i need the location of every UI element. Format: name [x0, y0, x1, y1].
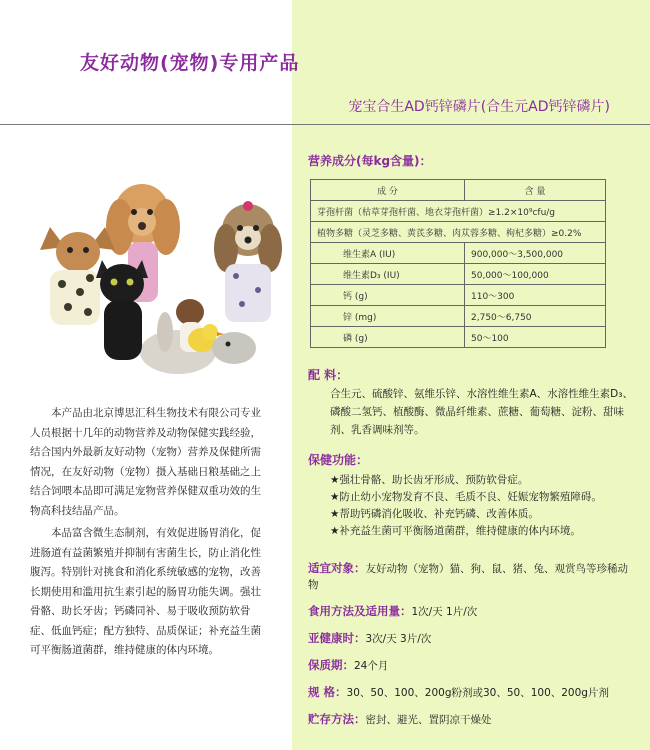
product-title: 宠宝合生AD钙锌磷片(合生元AD钙锌磷片) [348, 99, 610, 115]
table-cell: 芽孢杆菌（枯草芽孢杆菌、地衣芽孢杆菌）≥1.2×10⁹cfu/g [311, 201, 606, 222]
info-value: 1次/天 1片/次 [411, 606, 478, 618]
info-value: 密封、避光、置阴凉干燥处 [365, 714, 492, 726]
table-cell: 900,000～3,500,000 [465, 243, 606, 264]
info-label: 食用方法及适用量： [308, 604, 412, 618]
table-row [311, 306, 606, 327]
info-target [308, 560, 638, 593]
info-label: 规 格： [308, 685, 347, 699]
product-details [308, 152, 638, 728]
table-cell: 植物多糖（灵芝多糖、黄芪多糖、肉苁蓉多糖、枸杞多糖）≥0.2% [311, 222, 606, 243]
list-item: ★强壮骨骼、助长齿牙形成、预防软骨症。 [330, 474, 529, 486]
table-row [311, 222, 606, 243]
info-value: 30、50、100、200g粉剂或30、50、100、200g片剂 [346, 687, 609, 699]
table-header-row [311, 180, 606, 201]
info-label: 亚健康时： [308, 631, 366, 645]
table-cell: 维生素D₃ (IU) [311, 264, 465, 285]
info-value: 友好动物（宠物）猫、狗、鼠、猪、兔、观赏鸟等珍稀动物 [308, 563, 628, 591]
header-divider [0, 124, 650, 125]
list-item: ★帮助钙磷消化吸收、补充钙磷、改善体质。 [330, 508, 539, 520]
table-row [311, 264, 606, 285]
description-paragraph-1: 本产品由北京博思汇科生物技术有限公司专业人员根据十几年的动物营养及动物保健实践经验，结合国内外最新友好动物（宠物）营养及保健所需情况，在友好动物（宠物）摄入基础日粮基础之上结合饲喂本品即可满足宠物营养保健双重功效的生物高科技结晶产品。 [30, 407, 261, 517]
info-label: 贮存方法： [308, 712, 366, 726]
info-specification [308, 684, 638, 701]
info-label: 适宜对象： [308, 561, 366, 575]
nutrition-title: 营养成分(每kg含量)： [308, 154, 432, 168]
table-cell: 50,000～100,000 [465, 264, 606, 285]
product-description [30, 404, 262, 664]
table-cell: 磷 (g) [311, 327, 465, 348]
table-cell: 钙 (g) [311, 285, 465, 306]
header-ingredient: 成 分 [311, 180, 465, 201]
table-cell: 110～300 [465, 285, 606, 306]
table-row [311, 285, 606, 306]
function-list [308, 472, 638, 540]
table-row [311, 327, 606, 348]
left-title: 友好动物(宠物)专用产品 [80, 52, 300, 74]
table-cell: 维生素A (IU) [311, 243, 465, 264]
description-paragraph-2: 本品富含微生态制剂，有效促进肠胃消化，促进肠道有益菌繁殖并抑制有害菌生长，防止消化性腹泻。特别针对挑食和消化系统敏感的宠物，改善长期使用和滥用抗生素引起的肠胃功能失调。强壮骨骼、助长牙齿；钙磷同补、易于吸收预防软骨症、低血钙症；配方独特、品质保证；补充益生菌可平衡肠道菌群，维持健康的体内环境。 [30, 527, 261, 656]
info-value: 24个月 [354, 660, 389, 672]
table-cell: 50～100 [465, 327, 606, 348]
nutrition-table [310, 179, 606, 348]
ingredients-title: 配 料： [308, 368, 349, 382]
function-title: 保健功能： [308, 453, 369, 467]
info-storage [308, 711, 638, 728]
pets-illustration [20, 172, 290, 377]
info-label: 保质期： [308, 658, 354, 672]
table-row [311, 243, 606, 264]
list-item: ★补充益生菌可平衡肠道菌群，维持健康的体内环境。 [330, 525, 581, 537]
ingredients-text: 合生元、硫酸锌、氨维乐锌、水溶性维生素A、水溶性维生素D₃、磷酸二氢钙、植酸酶、微晶纤维素、蔗糖、葡萄糖、淀粉、甜味剂、乳香调味剂等。 [330, 388, 633, 436]
info-usage [308, 603, 638, 620]
table-cell: 2,750～6,750 [465, 306, 606, 327]
info-shelf-life [308, 657, 638, 674]
list-item: ★防止幼小宠物发育不良、毛质不良、妊娠宠物繁殖障碍。 [330, 491, 602, 503]
table-cell: 锌 (mg) [311, 306, 465, 327]
table-row [311, 201, 606, 222]
info-subhealth [308, 630, 638, 647]
header-content: 含 量 [465, 180, 606, 201]
info-value: 3次/天 3片/次 [365, 633, 432, 645]
